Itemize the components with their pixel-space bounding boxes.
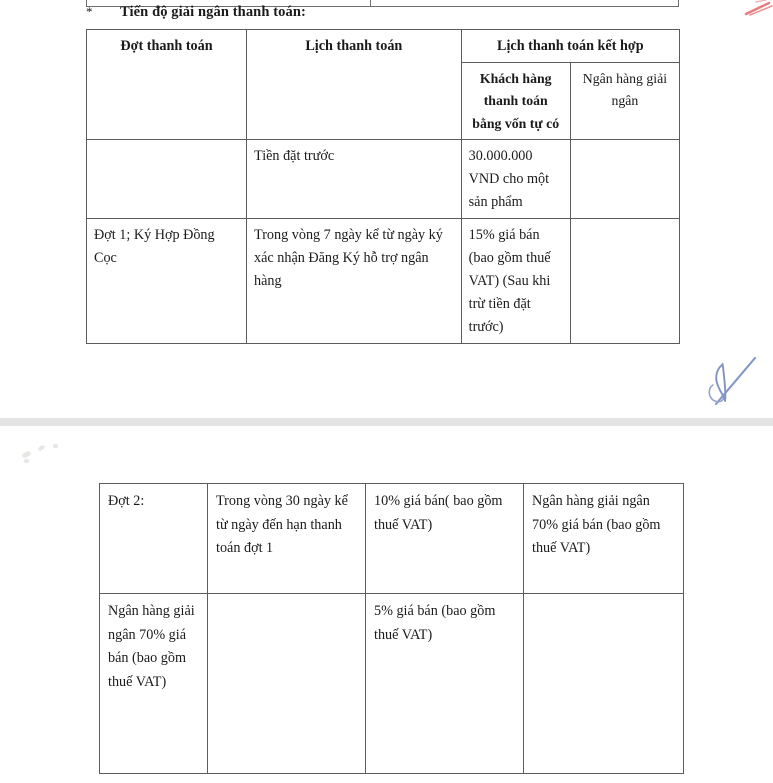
payment-schedule-table-part1 xyxy=(86,29,680,344)
cell-bank-nganhang xyxy=(524,594,684,774)
red-ink-mark xyxy=(742,0,773,16)
cell-bank-khachhang: 5% giá bán (bao gồm thuế VAT) xyxy=(366,594,524,774)
cell-dot2-khachhang: 10% giá bán( bao gồm thuế VAT) xyxy=(366,484,524,594)
header-dot-thanh-toan: Đợt thanh toán xyxy=(87,30,247,140)
page-separator-band xyxy=(0,418,773,426)
blue-pen-signature xyxy=(700,355,760,407)
table-header-row-main xyxy=(87,30,680,63)
cell-nganhang-deposit xyxy=(570,140,679,219)
header-lich-thanh-toan-ket-hop: Lịch thanh toán kết hợp xyxy=(461,30,679,63)
cell-bank-label: Ngân hàng giải ngân 70% giá bán (bao gồm thuế VAT) xyxy=(100,594,208,774)
cell-dot1-lich: Trong vòng 7 ngày kể từ ngày ký xác nhận Đăng Ký hỗ trợ ngân hàng xyxy=(247,219,462,344)
section-heading xyxy=(86,4,686,21)
heading-bullet: * xyxy=(86,4,93,19)
table-row xyxy=(87,219,680,344)
cell-bank-lich xyxy=(208,594,366,774)
cell-dot2-lich: Trong vòng 30 ngày kể từ ngày đến hạn thanh toán đợt 1 xyxy=(208,484,366,594)
header-lich-thanh-toan: Lịch thanh toán xyxy=(247,30,462,140)
cell-lich-deposit: Tiền đặt trước xyxy=(247,140,462,219)
cell-dot2-label: Đợt 2: xyxy=(100,484,208,594)
header-ngan-hang-giai-ngan: Ngân hàng giải ngân xyxy=(570,63,679,140)
cell-dot1-nganhang xyxy=(570,219,679,344)
cell-dot1-khachhang: 15% giá bán (bao gồm thuế VAT) (Sau khi trừ tiền đặt trước) xyxy=(461,219,570,344)
cell-dot1-label: Đợt 1; Ký Hợp Đồng Cọc xyxy=(87,219,247,344)
payment-schedule-table-part2 xyxy=(99,483,684,774)
cell-dot-deposit xyxy=(87,140,247,219)
table-row xyxy=(87,140,680,219)
header-khach-hang-thanh-toan: Khách hàng thanh toán bằng vốn tự có xyxy=(461,63,570,140)
table-row xyxy=(100,484,684,594)
cell-khachhang-deposit: 30.000.000 VND cho một sản phẩm xyxy=(461,140,570,219)
heading-label: Tiến độ giải ngân thanh toán: xyxy=(120,4,306,20)
table-row xyxy=(100,594,684,774)
cell-dot2-nganhang: Ngân hàng giải ngân 70% giá bán (bao gồm thuế VAT) xyxy=(524,484,684,594)
